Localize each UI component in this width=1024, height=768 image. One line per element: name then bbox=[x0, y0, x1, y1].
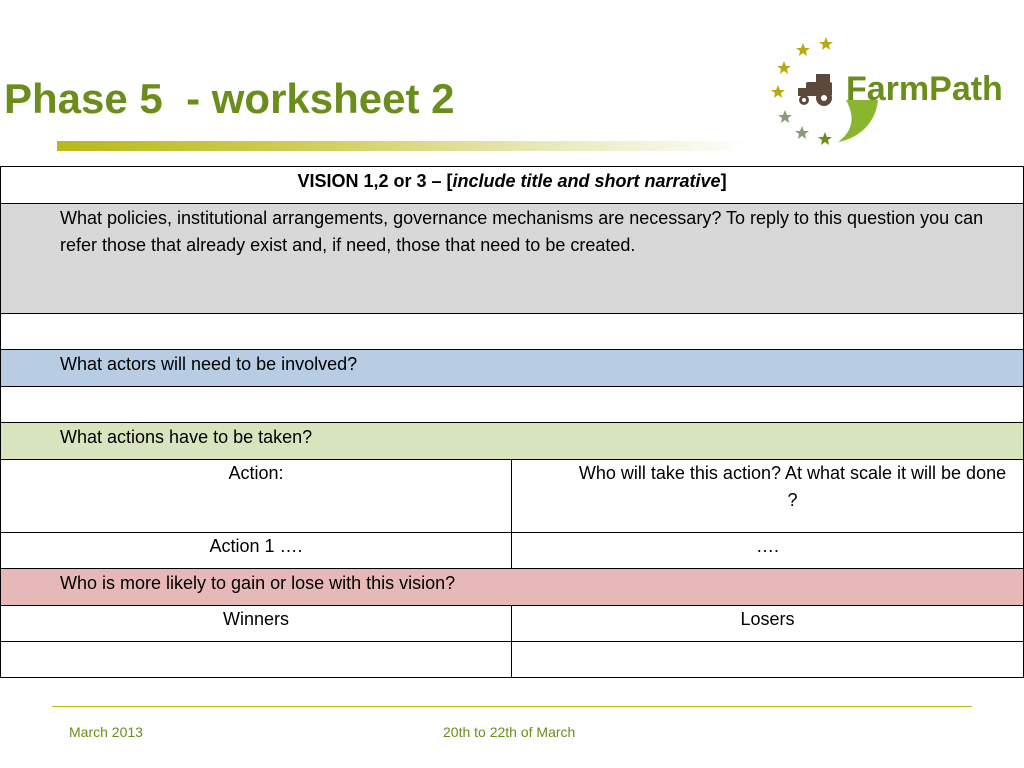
winners-losers-header-row bbox=[1, 606, 1024, 642]
actions-question: What actions have to be taken? bbox=[1, 423, 1024, 460]
vision-header-close: ] bbox=[720, 171, 727, 191]
actors-answer-cell[interactable] bbox=[1, 387, 1024, 423]
winners-losers-answer-row bbox=[1, 642, 1024, 678]
vision-header-italic: include title and short narrative bbox=[452, 171, 721, 191]
slide-title: Phase 5 - worksheet 2 bbox=[4, 75, 455, 122]
policies-row bbox=[1, 204, 1024, 314]
footer-date: March 2013 bbox=[69, 724, 143, 740]
winners-label: Winners bbox=[1, 606, 512, 642]
who-label: Who will take this action? At what scale it will be done ? bbox=[512, 460, 1024, 533]
action-1-row bbox=[1, 533, 1024, 569]
policies-answer-cell[interactable] bbox=[1, 314, 1024, 350]
star-icon bbox=[795, 126, 809, 139]
gain-lose-row bbox=[1, 569, 1024, 606]
vision-header-row bbox=[1, 167, 1024, 204]
vision-header-text: VISION 1,2 or 3 – [ bbox=[297, 171, 453, 191]
action-1-who-cell[interactable]: …. bbox=[512, 533, 1024, 569]
logo-wordmark: FarmPath bbox=[846, 70, 1003, 108]
star-icon bbox=[778, 110, 792, 123]
star-icon bbox=[771, 85, 785, 98]
winners-answer-cell[interactable] bbox=[1, 642, 512, 678]
actors-question: What actors will need to be involved? bbox=[1, 350, 1024, 387]
star-icon bbox=[796, 43, 810, 56]
action-label: Action: bbox=[1, 460, 512, 533]
policies-answer-row bbox=[1, 314, 1024, 350]
actors-answer-row bbox=[1, 387, 1024, 423]
star-icon bbox=[819, 37, 833, 50]
losers-label: Losers bbox=[512, 606, 1024, 642]
gain-lose-question: Who is more likely to gain or lose with this vision? bbox=[1, 569, 1024, 606]
policies-question: What policies, institutional arrangements, governance mechanisms are necessary? To reply to this question you can refer those that already exist and, if need, those that need to be created. bbox=[1, 204, 1024, 314]
worksheet-table bbox=[0, 166, 1024, 678]
star-icon bbox=[818, 132, 832, 145]
vision-header-cell bbox=[1, 167, 1024, 204]
action-1-cell[interactable]: Action 1 …. bbox=[1, 533, 512, 569]
footer-divider bbox=[52, 706, 972, 707]
actors-row bbox=[1, 350, 1024, 387]
farmpath-logo bbox=[768, 34, 1024, 152]
star-icon bbox=[777, 61, 791, 74]
actions-row bbox=[1, 423, 1024, 460]
tractor-icon bbox=[798, 74, 832, 106]
losers-answer-cell[interactable] bbox=[512, 642, 1024, 678]
title-underline-bar bbox=[57, 141, 752, 151]
footer-event-dates: 20th to 22th of March bbox=[443, 724, 576, 740]
action-header-row bbox=[1, 460, 1024, 533]
